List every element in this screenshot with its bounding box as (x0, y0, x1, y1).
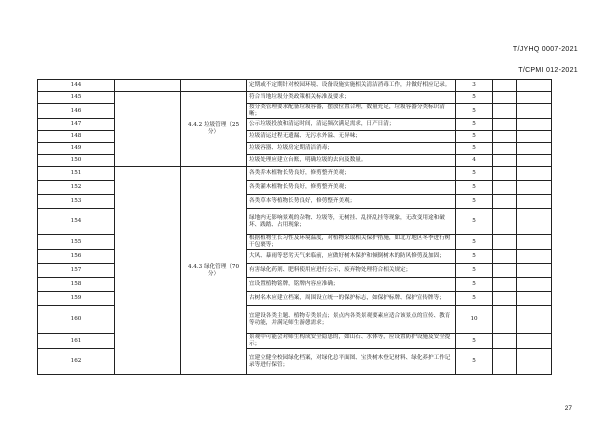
row-number: 158 (38, 278, 115, 292)
row-number: 151 (38, 167, 115, 181)
empty-cell (517, 292, 552, 306)
empty-cell (517, 104, 552, 119)
standard-code-1: T/JYHQ 0007-2021 (512, 46, 578, 53)
score-value: 5 (456, 104, 493, 119)
empty-cell (517, 209, 552, 235)
row-number: 146 (38, 104, 115, 119)
empty-cell (493, 195, 517, 209)
empty-cell (493, 143, 517, 155)
requirement-text: 各类乔木植物长势良好，修剪整齐美观； (247, 167, 456, 181)
requirement-text: 各类灌木植物长势良好，修剪整齐美观； (247, 181, 456, 195)
empty-cell (517, 155, 552, 167)
empty-cell (517, 92, 552, 104)
empty-cell (115, 80, 181, 92)
empty-cell (517, 119, 552, 131)
row-number: 156 (38, 250, 115, 264)
empty-cell (493, 155, 517, 167)
requirement-text: 按分类管理要求配备垃圾容器，摆放位置合理，数量充足，垃圾容器分类标识清晰； (247, 104, 456, 119)
score-value: 3 (456, 80, 493, 92)
score-value: 5 (456, 181, 493, 195)
requirement-text: 各类草本等植物长势良好，修剪整齐美观； (247, 195, 456, 209)
empty-cell (517, 181, 552, 195)
table-row (38, 167, 552, 181)
requirement-text: 根据植物生长习性及环境温度，对植物采取相关保护措施，如北方地区冬季进行树干包裹等； (247, 235, 456, 250)
score-value: 5 (456, 334, 493, 349)
score-value: 5 (456, 278, 493, 292)
empty-cell (493, 104, 517, 119)
score-value: 5 (456, 131, 493, 143)
empty-cell (493, 167, 517, 181)
empty-cell (493, 131, 517, 143)
row-number: 155 (38, 235, 115, 250)
row-number: 148 (38, 131, 115, 143)
empty-cell (493, 264, 517, 278)
empty-cell (115, 92, 181, 167)
empty-cell (493, 92, 517, 104)
requirement-text: 垃圾清运过程无遗漏、无污水外溢、无异味； (247, 131, 456, 143)
empty-cell (115, 167, 181, 375)
section-label-greening: 4.4.3 绿化管理（70 分） (181, 167, 247, 375)
empty-cell (493, 181, 517, 195)
score-value: 5 (456, 92, 493, 104)
score-value: 5 (456, 143, 493, 155)
requirement-text: 宜建设各类主题、植物专类景点；景点内各类景观要素应适合该景点的宣传、教育等功能，并满足师生游憩需求； (247, 306, 456, 334)
score-value: 5 (456, 292, 493, 306)
empty-cell (493, 334, 517, 349)
empty-cell (493, 278, 517, 292)
requirement-text: 符合当地垃圾分类政策相关标准及要求； (247, 92, 456, 104)
score-value: 5 (456, 167, 493, 181)
standard-code-2: T/CPMI 012-2021 (518, 67, 578, 74)
row-number: 154 (38, 209, 115, 235)
row-number: 157 (38, 264, 115, 278)
table-row (38, 80, 552, 92)
row-number: 147 (38, 119, 115, 131)
empty-cell (493, 349, 517, 375)
requirement-text: 有害绿化药剂、肥料使用应进行公示，废弃物处理符合相关规定； (247, 264, 456, 278)
table-row (38, 92, 552, 104)
empty-cell (493, 306, 517, 334)
requirement-text: 大风、暴雨等恶劣天气来临前，应做好树木保护和倾倒树木的防风修剪及加固； (247, 250, 456, 264)
empty-cell (517, 195, 552, 209)
requirement-text: 垃圾容器、垃圾房定期清洁消毒； (247, 143, 456, 155)
row-number: 149 (38, 143, 115, 155)
requirement-text: 公示垃圾投放和清运时间，清运频次满足需求，日产日清； (247, 119, 456, 131)
score-value: 10 (456, 306, 493, 334)
empty-cell (493, 80, 517, 92)
row-number: 145 (38, 92, 115, 104)
score-value: 4 (456, 155, 493, 167)
empty-cell (493, 119, 517, 131)
score-value: 5 (456, 250, 493, 264)
row-number: 159 (38, 292, 115, 306)
empty-cell (517, 143, 552, 155)
empty-cell (517, 80, 552, 92)
requirement-text: 古树名木应建立档案，周围设立统一的保护标志，如保护标牌、保护宣传牌等； (247, 292, 456, 306)
page-number: 27 (564, 405, 572, 412)
empty-cell (493, 292, 517, 306)
row-number: 152 (38, 181, 115, 195)
empty-cell (181, 80, 247, 92)
score-value: 5 (456, 119, 493, 131)
row-number: 153 (38, 195, 115, 209)
empty-cell (517, 278, 552, 292)
empty-cell (517, 264, 552, 278)
score-value: 5 (456, 349, 493, 375)
requirement-text: 绿地内无影响景观的杂物、垃圾等，无树挂、乱挤乱挂等现象，无改变用途和破坏、践踏、占用现象； (247, 209, 456, 235)
empty-cell (517, 250, 552, 264)
requirement-text: 宜建立健全校园绿化档案，对绿化总平面图、宝贵树木登记材料、绿化养护工作记录等进行保管； (247, 349, 456, 375)
requirement-text: 宜设置植物铭牌，铭牌内容应准确； (247, 278, 456, 292)
empty-cell (517, 131, 552, 143)
empty-cell (493, 209, 517, 235)
score-value: 5 (456, 209, 493, 235)
requirement-text: 景观中可能会对师生构成安全隐患的，如山石、水体等，应设置防护设施及安全提示； (247, 334, 456, 349)
requirement-text: 垃圾处理应建立台账，明确垃圾的去向及数量。 (247, 155, 456, 167)
evaluation-table (37, 79, 552, 375)
empty-cell (517, 235, 552, 250)
row-number: 161 (38, 334, 115, 349)
score-value: 5 (456, 195, 493, 209)
row-number: 162 (38, 349, 115, 375)
score-value: 5 (456, 235, 493, 250)
row-number: 144 (38, 80, 115, 92)
empty-cell (517, 167, 552, 181)
section-label-garbage: 4.4.2 垃圾管理（25 分） (181, 92, 247, 167)
empty-cell (493, 235, 517, 250)
empty-cell (493, 250, 517, 264)
requirement-text: 定期或不定期针对校园环境、设备设施实施相关清洁消毒工作，并做好相应记录。 (247, 80, 456, 92)
score-value: 5 (456, 264, 493, 278)
empty-cell (517, 334, 552, 349)
row-number: 150 (38, 155, 115, 167)
empty-cell (517, 349, 552, 375)
row-number: 160 (38, 306, 115, 334)
empty-cell (517, 306, 552, 334)
